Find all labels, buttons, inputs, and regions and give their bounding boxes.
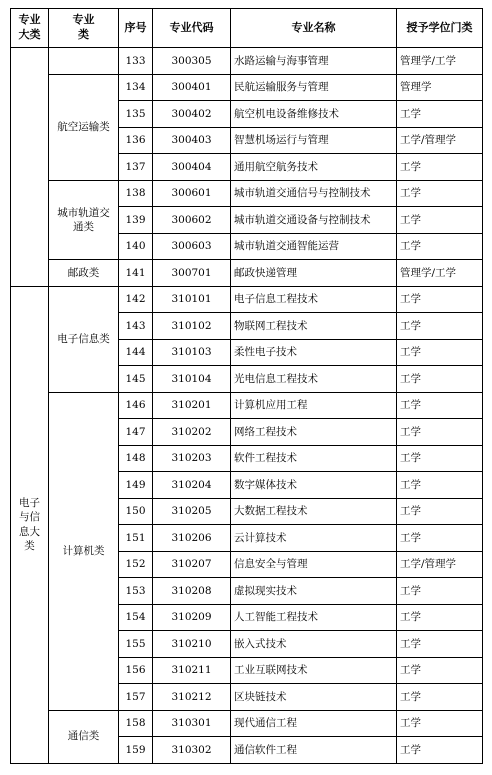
- lei-cell-post: 邮政类: [49, 260, 119, 287]
- row-degree: 工学: [397, 154, 483, 181]
- table-row: [11, 48, 483, 75]
- row-code: 310212: [153, 684, 231, 711]
- row-name: 柔性电子技术: [231, 339, 397, 366]
- header-row: [11, 9, 483, 48]
- row-no: 141: [119, 260, 153, 287]
- row-name: 城市轨道交通信号与控制技术: [231, 180, 397, 207]
- row-degree: 管理学/工学: [397, 48, 483, 75]
- row-code: 300403: [153, 127, 231, 154]
- row-name: 区块链技术: [231, 684, 397, 711]
- row-name: 大数据工程技术: [231, 498, 397, 525]
- row-no: 156: [119, 657, 153, 684]
- row-degree: 工学: [397, 498, 483, 525]
- row-code: 310209: [153, 604, 231, 631]
- row-code: 300602: [153, 207, 231, 234]
- row-no: 139: [119, 207, 153, 234]
- row-no: 138: [119, 180, 153, 207]
- row-no: 155: [119, 631, 153, 658]
- row-degree: 管理学/工学: [397, 260, 483, 287]
- lei-cell-aviation: 航空运输类: [49, 74, 119, 180]
- row-code: 310207: [153, 551, 231, 578]
- row-code: 300603: [153, 233, 231, 260]
- row-degree: 工学: [397, 604, 483, 631]
- row-code: 300401: [153, 74, 231, 101]
- row-name: 虚拟现实技术: [231, 578, 397, 605]
- row-code: 310203: [153, 445, 231, 472]
- row-no: 150: [119, 498, 153, 525]
- row-no: 157: [119, 684, 153, 711]
- row-degree: 工学: [397, 472, 483, 499]
- row-degree: 管理学: [397, 74, 483, 101]
- row-no: 158: [119, 710, 153, 737]
- row-no: 135: [119, 101, 153, 128]
- row-code: 310302: [153, 737, 231, 764]
- table-row: [11, 74, 483, 101]
- row-name: 水路运输与海事管理: [231, 48, 397, 75]
- row-degree: 工学/管理学: [397, 127, 483, 154]
- row-degree: 工学: [397, 445, 483, 472]
- header-no: 序号: [119, 9, 153, 48]
- row-degree: 工学: [397, 631, 483, 658]
- row-degree: 工学: [397, 419, 483, 446]
- row-degree: 工学: [397, 207, 483, 234]
- row-no: 153: [119, 578, 153, 605]
- row-name: 城市轨道交通设备与控制技术: [231, 207, 397, 234]
- lei-cell-empty: [49, 48, 119, 75]
- row-no: 144: [119, 339, 153, 366]
- row-name: 工业互联网技术: [231, 657, 397, 684]
- row-degree: 工学: [397, 180, 483, 207]
- row-degree: 工学/管理学: [397, 551, 483, 578]
- lei-cell-rail: 城市轨道交通类: [49, 180, 119, 260]
- row-name: 网络工程技术: [231, 419, 397, 446]
- row-code: 310204: [153, 472, 231, 499]
- row-name: 软件工程技术: [231, 445, 397, 472]
- row-code: 300701: [153, 260, 231, 287]
- row-name: 民航运输服务与管理: [231, 74, 397, 101]
- row-code: 310101: [153, 286, 231, 313]
- row-name: 计算机应用工程: [231, 392, 397, 419]
- row-code: 310202: [153, 419, 231, 446]
- row-no: 134: [119, 74, 153, 101]
- row-name: 人工智能工程技术: [231, 604, 397, 631]
- table-row: [11, 180, 483, 207]
- row-no: 137: [119, 154, 153, 181]
- row-name: 云计算技术: [231, 525, 397, 552]
- row-no: 140: [119, 233, 153, 260]
- row-degree: 工学: [397, 339, 483, 366]
- row-no: 147: [119, 419, 153, 446]
- row-degree: 工学: [397, 578, 483, 605]
- table-row: [11, 710, 483, 737]
- row-code: 300305: [153, 48, 231, 75]
- row-no: 145: [119, 366, 153, 393]
- row-no: 152: [119, 551, 153, 578]
- row-code: 310301: [153, 710, 231, 737]
- lei-cell-electronic: 电子信息类: [49, 286, 119, 392]
- row-degree: 工学: [397, 313, 483, 340]
- major-catalog-table: [10, 8, 483, 764]
- row-degree: 工学: [397, 286, 483, 313]
- row-name: 航空机电设备维修技术: [231, 101, 397, 128]
- row-degree: 工学: [397, 657, 483, 684]
- row-no: 154: [119, 604, 153, 631]
- row-code: 310104: [153, 366, 231, 393]
- row-degree: 工学: [397, 710, 483, 737]
- row-name: 数字媒体技术: [231, 472, 397, 499]
- major-catalog-table-wrap: [10, 8, 483, 764]
- header-code: 专业代码: [153, 9, 231, 48]
- row-name: 通用航空航务技术: [231, 154, 397, 181]
- row-no: 148: [119, 445, 153, 472]
- row-code: 310210: [153, 631, 231, 658]
- row-name: 现代通信工程: [231, 710, 397, 737]
- header-degree: 授予学位门类: [397, 9, 483, 48]
- lei-cell-comm: 通信类: [49, 710, 119, 763]
- row-degree: 工学: [397, 233, 483, 260]
- header-name: 专业名称: [231, 9, 397, 48]
- row-name: 城市轨道交通智能运营: [231, 233, 397, 260]
- row-code: 310208: [153, 578, 231, 605]
- row-no: 136: [119, 127, 153, 154]
- row-no: 133: [119, 48, 153, 75]
- row-degree: 工学: [397, 684, 483, 711]
- row-no: 146: [119, 392, 153, 419]
- table-row: [11, 286, 483, 313]
- row-code: 310206: [153, 525, 231, 552]
- row-no: 149: [119, 472, 153, 499]
- header-dalei: 专业 大类: [11, 9, 49, 48]
- row-degree: 工学: [397, 737, 483, 764]
- row-name: 邮政快递管理: [231, 260, 397, 287]
- row-code: 310205: [153, 498, 231, 525]
- row-code: 310201: [153, 392, 231, 419]
- row-code: 310103: [153, 339, 231, 366]
- row-name: 光电信息工程技术: [231, 366, 397, 393]
- row-name: 智慧机场运行与管理: [231, 127, 397, 154]
- row-no: 151: [119, 525, 153, 552]
- dalei-cell-electronic: 电子与信息大类: [11, 286, 49, 763]
- lei-cell-computer: 计算机类: [49, 392, 119, 710]
- row-degree: 工学: [397, 392, 483, 419]
- row-name: 信息安全与管理: [231, 551, 397, 578]
- header-lei: 专业 类: [49, 9, 119, 48]
- row-no: 143: [119, 313, 153, 340]
- dalei-cell-a: [11, 48, 49, 287]
- row-name: 通信软件工程: [231, 737, 397, 764]
- row-name: 电子信息工程技术: [231, 286, 397, 313]
- table-row: [11, 260, 483, 287]
- row-code: 310102: [153, 313, 231, 340]
- row-degree: 工学: [397, 101, 483, 128]
- row-code: 310211: [153, 657, 231, 684]
- table-row: [11, 392, 483, 419]
- row-no: 142: [119, 286, 153, 313]
- row-code: 300402: [153, 101, 231, 128]
- row-no: 159: [119, 737, 153, 764]
- row-code: 300601: [153, 180, 231, 207]
- row-degree: 工学: [397, 366, 483, 393]
- row-degree: 工学: [397, 525, 483, 552]
- row-name: 嵌入式技术: [231, 631, 397, 658]
- row-code: 300404: [153, 154, 231, 181]
- row-name: 物联网工程技术: [231, 313, 397, 340]
